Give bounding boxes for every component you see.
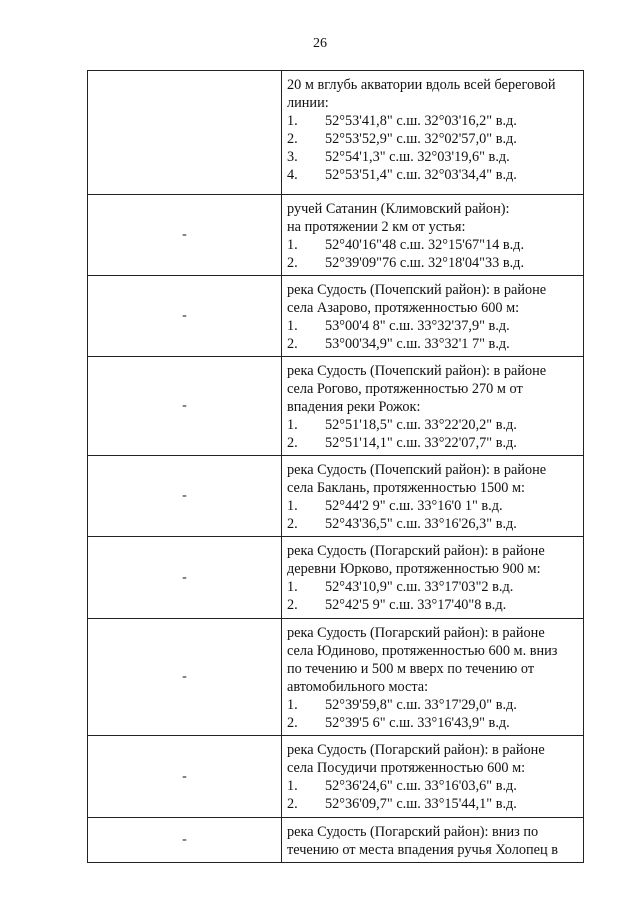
- table-row: [88, 71, 584, 195]
- description-line: на протяжении 2 км от устья:: [287, 219, 466, 235]
- coordinate-point: [287, 515, 581, 533]
- table-row: [88, 736, 584, 818]
- table-row: [88, 537, 584, 619]
- area-description: [282, 818, 584, 863]
- description-line: села Азарово, протяженностью 600 м:: [287, 300, 520, 316]
- description-line: река Судость (Почепский район): в районе: [287, 363, 547, 379]
- area-description: [282, 71, 584, 195]
- point-coordinates: 52°43'36,5" с.ш. 33°16'26,3" в.д.: [325, 516, 517, 532]
- description-line: река Судость (Почепский район): в районе: [287, 462, 547, 478]
- description-line: села Рогово, протяженностью 270 м от: [287, 381, 523, 397]
- point-number: 1.: [287, 579, 298, 595]
- point-number: 1.: [287, 113, 298, 129]
- point-coordinates: 52°53'52,9" с.ш. 32°02'57,0" в.д.: [325, 131, 517, 147]
- description-line: села Баклань, протяженностью 1500 м:: [287, 480, 526, 496]
- table-body: [88, 71, 584, 863]
- description-line: автомобильного моста:: [287, 679, 429, 695]
- coordinate-point: [287, 148, 581, 166]
- table-row: [88, 357, 584, 456]
- row-marker: -: [88, 537, 282, 619]
- point-number: 2.: [287, 796, 298, 812]
- table-row: [88, 195, 584, 276]
- point-coordinates: 52°51'18,5" с.ш. 33°22'20,2" в.д.: [325, 417, 517, 433]
- coordinate-point: [287, 112, 581, 130]
- coordinate-point: [287, 254, 581, 272]
- point-coordinates: 52°43'10,9" с.ш. 33°17'03"2 в.д.: [325, 579, 514, 595]
- coordinate-point: [287, 596, 581, 614]
- area-description: [282, 357, 584, 456]
- point-number: 1.: [287, 778, 298, 794]
- description-line: река Судость (Погарский район): в районе: [287, 742, 545, 758]
- row-marker: -: [88, 736, 282, 818]
- fishing-areas-table: [87, 70, 584, 863]
- description-line: села Посудичи протяженностью 600 м:: [287, 760, 526, 776]
- point-number: 1.: [287, 318, 298, 334]
- description-line: река Судость (Почепский район): в районе: [287, 282, 547, 298]
- point-number: 2.: [287, 336, 298, 352]
- point-coordinates: 52°40'16"48 с.ш. 32°15'67"14 в.д.: [325, 237, 525, 253]
- coordinate-point: [287, 497, 581, 515]
- point-number: 1.: [287, 417, 298, 433]
- coordinate-point: [287, 795, 581, 813]
- description-line: река Судость (Погарский район): в районе: [287, 625, 545, 641]
- coordinate-point: [287, 317, 581, 335]
- coordinate-point: [287, 416, 581, 434]
- area-description: [282, 276, 584, 357]
- description-line: по течению и 500 м вверх по течению от: [287, 661, 535, 677]
- point-coordinates: 52°39'59,8" с.ш. 33°17'29,0" в.д.: [325, 697, 517, 713]
- row-marker: -: [88, 276, 282, 357]
- coordinate-point: [287, 696, 581, 714]
- point-coordinates: 53°00'34,9" с.ш. 33°32'1 7" в.д.: [325, 336, 510, 352]
- point-coordinates: 52°36'09,7" с.ш. 33°15'44,1" в.д.: [325, 796, 517, 812]
- description-line: села Юдиново, протяженностью 600 м. вниз: [287, 643, 558, 659]
- point-coordinates: 52°39'5 6" с.ш. 33°16'43,9" в.д.: [325, 715, 510, 731]
- point-number: 2.: [287, 131, 298, 147]
- coordinate-point: [287, 578, 581, 596]
- coordinate-point: [287, 335, 581, 353]
- area-description: [282, 619, 584, 736]
- point-number: 4.: [287, 167, 298, 183]
- coordinate-point: [287, 777, 581, 795]
- description-line: река Судость (Погарский район): в районе: [287, 543, 545, 559]
- point-number: 1.: [287, 498, 298, 514]
- row-marker: -: [88, 195, 282, 276]
- description-line: деревни Юрково, протяженностью 900 м:: [287, 561, 541, 577]
- coordinate-point: [287, 130, 581, 148]
- table-row: [88, 456, 584, 537]
- point-coordinates: 52°39'09"76 с.ш. 32°18'04"33 в.д.: [325, 255, 525, 271]
- point-number: 2.: [287, 715, 298, 731]
- page-number: 26: [313, 36, 327, 51]
- table-row: [88, 818, 584, 863]
- point-number: 2.: [287, 435, 298, 451]
- table-row: [88, 619, 584, 736]
- area-description: [282, 736, 584, 818]
- description-line: течению от места впадения ручья Холопец в: [287, 842, 558, 858]
- row-marker: -: [88, 357, 282, 456]
- description-line: 20 м вглубь акватории вдоль всей береговой: [287, 77, 556, 93]
- point-coordinates: 52°53'41,8" с.ш. 32°03'16,2" в.д.: [325, 113, 517, 129]
- point-coordinates: 52°44'2 9" с.ш. 33°16'0 1" в.д.: [325, 498, 503, 514]
- point-coordinates: 53°00'4 8" с.ш. 33°32'37,9" в.д.: [325, 318, 510, 334]
- point-coordinates: 52°54'1,3" с.ш. 32°03'19,6" в.д.: [325, 149, 510, 165]
- point-coordinates: 52°53'51,4" с.ш. 32°03'34,4" в.д.: [325, 167, 517, 183]
- point-number: 2.: [287, 516, 298, 532]
- row-marker: -: [88, 619, 282, 736]
- row-marker: -: [88, 818, 282, 863]
- area-description: [282, 195, 584, 276]
- point-coordinates: 52°51'14,1" с.ш. 33°22'07,7" в.д.: [325, 435, 517, 451]
- description-line: река Судость (Погарский район): вниз по: [287, 824, 539, 840]
- point-number: 3.: [287, 149, 298, 165]
- table-row: [88, 276, 584, 357]
- description-line: линии:: [287, 95, 329, 111]
- coordinate-point: [287, 714, 581, 732]
- coordinate-point: [287, 166, 581, 184]
- point-coordinates: 52°36'24,6" с.ш. 33°16'03,6" в.д.: [325, 778, 517, 794]
- coordinate-point: [287, 434, 581, 452]
- point-number: 1.: [287, 697, 298, 713]
- area-description: [282, 456, 584, 537]
- point-number: 1.: [287, 237, 298, 253]
- point-coordinates: 52°42'5 9" с.ш. 33°17'40"8 в.д.: [325, 597, 507, 613]
- row-marker: -: [88, 456, 282, 537]
- description-line: ручей Сатанин (Климовский район):: [287, 201, 510, 217]
- row-marker: [88, 71, 282, 195]
- area-description: [282, 537, 584, 619]
- coordinate-point: [287, 236, 581, 254]
- point-number: 2.: [287, 597, 298, 613]
- description-line: впадения реки Рожок:: [287, 399, 421, 415]
- point-number: 2.: [287, 255, 298, 271]
